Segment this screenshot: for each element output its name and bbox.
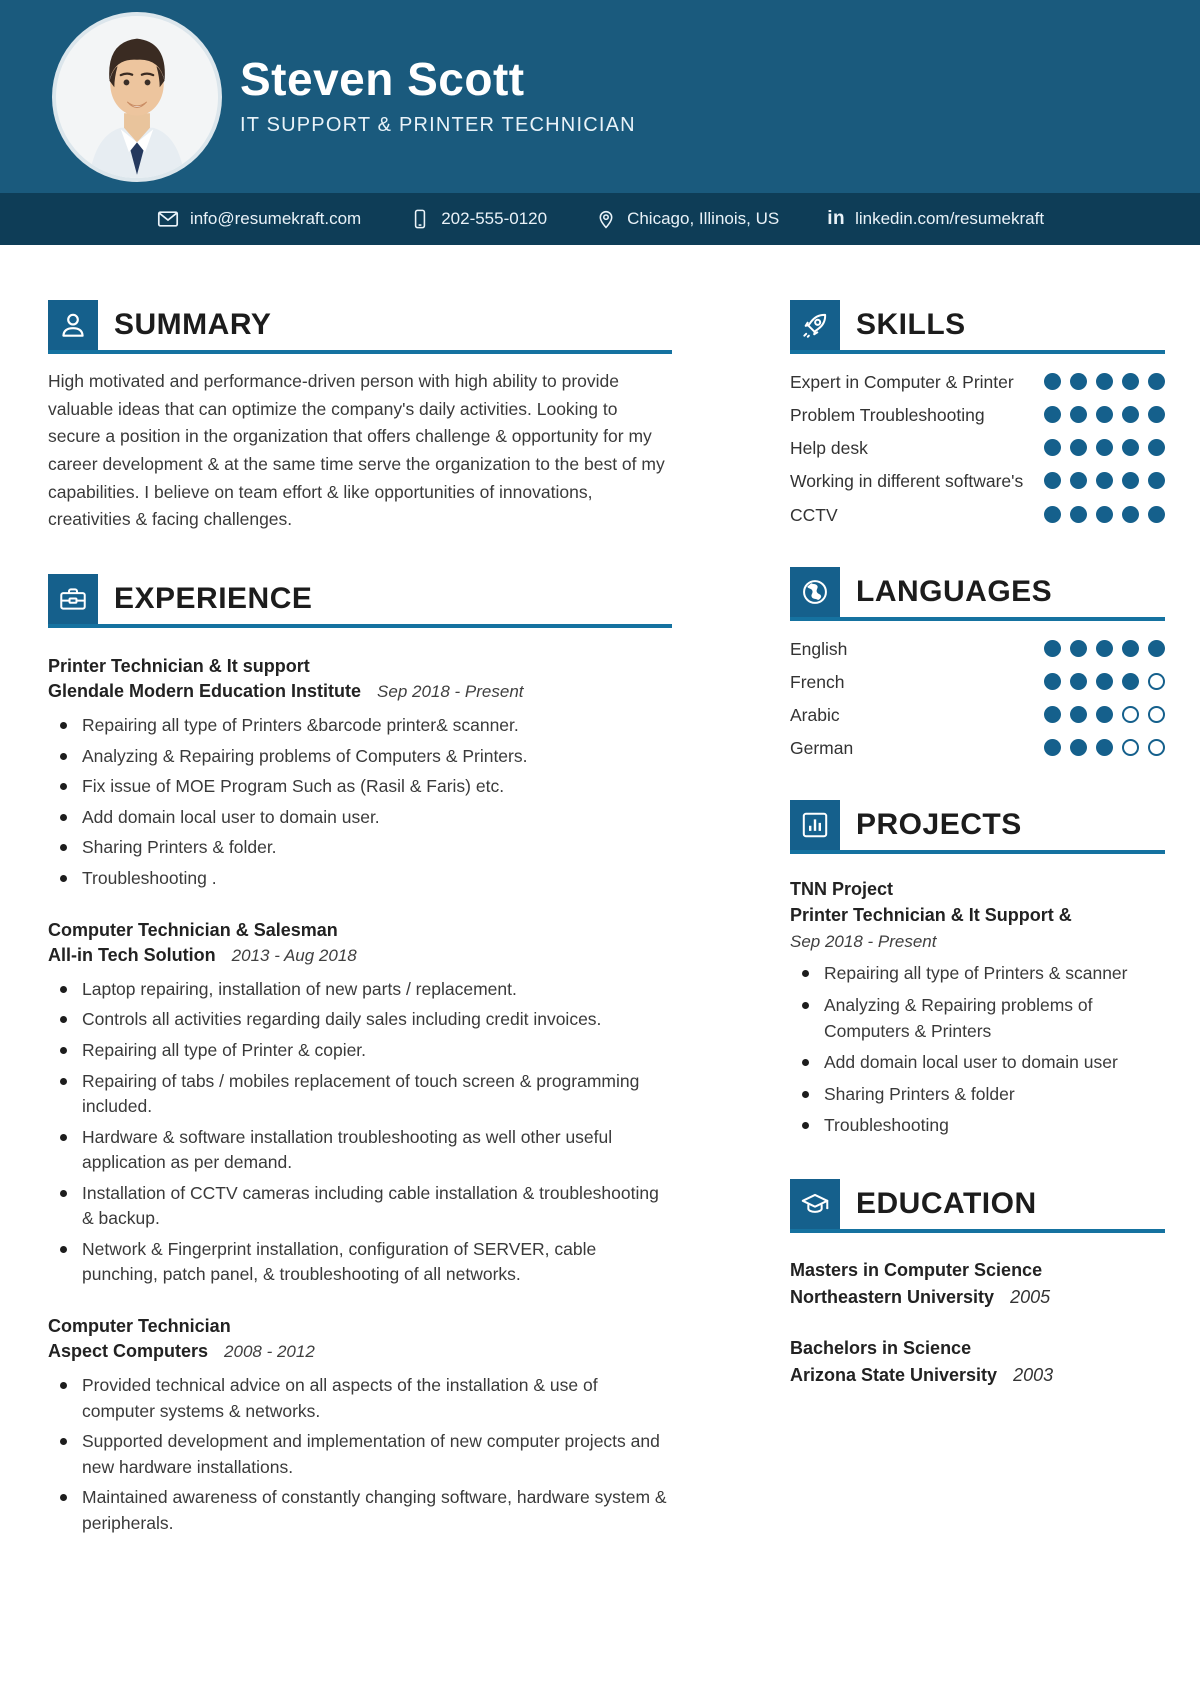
job-title: Computer Technician [48,1315,231,1336]
experience-job [48,1314,672,1537]
bullet-item: Repairing of tabs / mobiles replacement of touch screen & programming included. [48,1069,672,1120]
language-row [790,670,1165,694]
dot-filled [1070,640,1087,657]
dot-filled [1070,739,1087,756]
profile-photo [56,16,218,178]
dot-filled [1044,706,1061,723]
bullet-item: Sharing Printers & folder [790,1082,1165,1108]
section-summary [48,300,672,534]
contact-phone-text: 202-555-0120 [441,209,548,228]
contact-bar [0,193,1200,245]
dot-filled [1122,640,1139,657]
projects-header [790,800,1165,854]
projects-list [790,876,1165,1138]
skill-row-label: Working in different software's [790,471,1024,492]
dot-filled [1148,640,1165,657]
bullet-item: Hardware & software installation troubleshooting as well other useful application as per demand. [48,1125,672,1176]
rating-dots [1044,436,1165,456]
language-row-label: English [790,638,848,659]
dot-empty [1122,739,1139,756]
contact-email-text: info@resumekraft.com [189,209,362,228]
dot-filled [1148,439,1165,456]
bullet-item: Installation of CCTV cameras including cable installation & troubleshooting & backup. [48,1181,672,1232]
skill-row [790,469,1165,493]
education-item [790,1335,1165,1389]
dot-empty [1148,739,1165,756]
bullet-item: Provided technical advice on all aspects of the installation & use of computer systems & networks. [48,1373,672,1424]
rating-dots [1044,703,1165,723]
education-heading: EDUCATION [856,1186,1037,1220]
skill-row-label: Expert in Computer & Printer [790,372,1014,392]
projects-heading: PROJECTS [856,808,1022,842]
skills-list [790,370,1165,527]
education-school-line [790,1362,1165,1389]
job-dates: 2013 - Aug 2018 [231,945,357,965]
contact-location [595,207,779,231]
bullet-item: Repairing all type of Printers &barcode printer& scanner. [48,713,672,739]
education-school: Arizona State University [790,1364,998,1385]
contact-linkedin-text: linkedin.com/resumekraft [855,209,1045,228]
contact-email [156,207,361,231]
dot-filled [1122,406,1139,423]
briefcase-icon [48,574,98,624]
job-company: Glendale Modern Education Institute [48,681,362,702]
experience-jobs [48,654,672,1537]
dot-filled [1122,506,1139,523]
dot-filled [1148,373,1165,390]
language-row-label: German [790,738,854,759]
project-item [790,876,1165,1138]
rating-dots [1044,736,1165,756]
bullet-item: Troubleshooting . [48,866,672,892]
summary-header [48,300,672,354]
skill-row-label: Problem Troubleshooting [790,405,985,426]
bullet-item: Controls all activities regarding daily sales including credit invoices. [48,1007,672,1033]
section-experience [48,574,672,1537]
education-list [790,1257,1165,1389]
education-year: 2003 [1013,1364,1054,1385]
bullet-item: Maintained awareness of constantly changing software, hardware system & peripherals. [48,1485,672,1536]
experience-job [48,918,672,1288]
avatar-illustration [56,16,218,178]
skill-row-label: Help desk [790,438,868,459]
job-bullets [48,977,672,1288]
bullet-item: Network & Fingerprint installation, configuration of SERVER, cable punching, patch panel, & troubleshooting of all networks. [48,1237,672,1288]
location-pin-icon [595,207,617,231]
linkedin-icon: in [827,208,846,229]
skills-heading: SKILLS [856,308,966,341]
dot-filled [1044,673,1061,690]
dot-filled [1070,472,1087,489]
skill-row [790,370,1165,394]
dot-filled [1096,506,1113,523]
education-degree: Masters in Computer Science [790,1259,1043,1280]
dot-filled [1044,640,1061,657]
bullet-item: Sharing Printers & folder. [48,835,672,861]
skill-row [790,503,1165,527]
left-column [48,300,672,1577]
job-title: IT SUPPORT & PRINTER TECHNICIAN [240,114,636,136]
summary-text: High motivated and performance-driven person with high ability to provide valuable ideas that can optimize the company's daily activities. Looking to secure a position in the organization that offers challenge & opportunity for my career development & at the same time serve the organization to the best of my capabilities. I believe on team effort & like opportunities of innovations, creativities & facing challenges. [48,371,665,530]
summary-heading: SUMMARY [114,308,272,341]
skill-row-label: CCTV [790,504,838,525]
job-dates: 2008 - 2012 [224,1342,315,1362]
dot-filled [1122,673,1139,690]
dot-filled [1096,640,1113,657]
rating-dots [1044,670,1165,690]
experience-header [48,574,672,628]
dot-filled [1070,439,1087,456]
dot-filled [1070,373,1087,390]
education-school-line [790,1284,1165,1311]
language-row [790,736,1165,760]
language-row-label: Arabic [790,704,840,725]
dot-filled [1122,472,1139,489]
rating-dots [1044,370,1165,390]
job-bullets [48,1373,672,1536]
section-education [790,1179,1165,1389]
bullet-item: Repairing all type of Printer & copier. [48,1038,672,1064]
dot-filled [1096,739,1113,756]
dot-empty [1148,673,1165,690]
dot-filled [1148,472,1165,489]
rating-dots [1044,503,1165,523]
experience-job [48,654,672,892]
bar-chart-icon [790,800,840,850]
job-company-line [48,943,672,968]
job-company-line [48,679,672,704]
education-year: 2005 [1010,1286,1051,1307]
bullet-item: Add domain local user to domain user. [48,805,672,831]
education-header [790,1179,1165,1233]
dot-empty [1148,706,1165,723]
languages-heading: LANGUAGES [856,574,1053,608]
education-school: Northeastern University [790,1286,995,1307]
dot-filled [1070,406,1087,423]
name: Steven Scott [240,53,525,105]
skill-row [790,403,1165,427]
job-title: Printer Technician & It support [48,655,310,676]
bullet-item: Troubleshooting [790,1113,1165,1139]
email-icon [156,207,180,231]
job-dates: Sep 2018 - Present [377,682,524,702]
dot-filled [1070,706,1087,723]
dot-filled [1044,373,1061,390]
dot-filled [1044,506,1061,523]
person-icon [48,300,98,350]
project-dates: Sep 2018 - Present [790,932,937,952]
skills-header [790,300,1165,354]
graduation-cap-icon [790,1179,840,1229]
dot-filled [1070,506,1087,523]
dot-filled [1096,439,1113,456]
bullet-item: Fix issue of MOE Program Such as (Rasil & Faris) etc. [48,774,672,800]
language-row [790,703,1165,727]
job-company: All-in Tech Solution [48,944,216,965]
project-name: TNN Project [790,879,894,900]
section-projects [790,800,1165,1138]
skill-row [790,436,1165,460]
bullet-item: Analyzing & Repairing problems of Computers & Printers [790,993,1165,1044]
bullet-item: Analyzing & Repairing problems of Computers & Printers. [48,744,672,770]
dot-filled [1096,673,1113,690]
dot-filled [1148,506,1165,523]
language-row [790,637,1165,661]
dot-filled [1096,706,1113,723]
rating-dots [1044,403,1165,423]
header-text [240,53,636,137]
contact-linkedin [827,208,1044,230]
dot-filled [1044,472,1061,489]
phone-icon [409,207,431,231]
project-bullets [790,961,1165,1138]
rating-dots [1044,637,1165,657]
header [0,0,1200,193]
dot-filled [1096,406,1113,423]
dot-filled [1096,472,1113,489]
job-title: Computer Technician & Salesman [48,919,338,940]
education-degree: Bachelors in Science [790,1337,972,1358]
experience-heading: EXPERIENCE [114,581,313,615]
languages-list [790,637,1165,761]
rocket-icon [790,300,840,350]
dot-filled [1070,673,1087,690]
language-row-label: French [790,671,845,692]
dot-filled [1096,373,1113,390]
job-bullets [48,713,672,891]
job-company: Aspect Computers [48,1341,209,1362]
resume-body [0,245,1200,1617]
bullet-item: Add domain local user to domain user [790,1050,1165,1076]
dot-filled [1122,439,1139,456]
bullet-item: Supported development and implementation of new computer projects and new hardware installations. [48,1429,672,1480]
rating-dots [1044,469,1165,489]
bullet-item: Repairing all type of Printers & scanner [790,961,1165,987]
dot-empty [1122,706,1139,723]
globe-icon [790,567,840,617]
section-languages [790,567,1165,761]
contact-location-text: Chicago, Illinois, US [627,209,780,228]
dot-filled [1122,373,1139,390]
job-company-line [48,1339,672,1364]
dot-filled [1044,439,1061,456]
project-role: Printer Technician & It Support & [790,905,1072,926]
dot-filled [1044,406,1061,423]
education-item [790,1257,1165,1311]
bullet-item: Laptop repairing, installation of new parts / replacement. [48,977,672,1003]
section-skills [790,300,1165,527]
languages-header [790,567,1165,621]
dot-filled [1044,739,1061,756]
dot-filled [1148,406,1165,423]
contact-phone [409,207,547,231]
right-column [790,300,1165,1429]
